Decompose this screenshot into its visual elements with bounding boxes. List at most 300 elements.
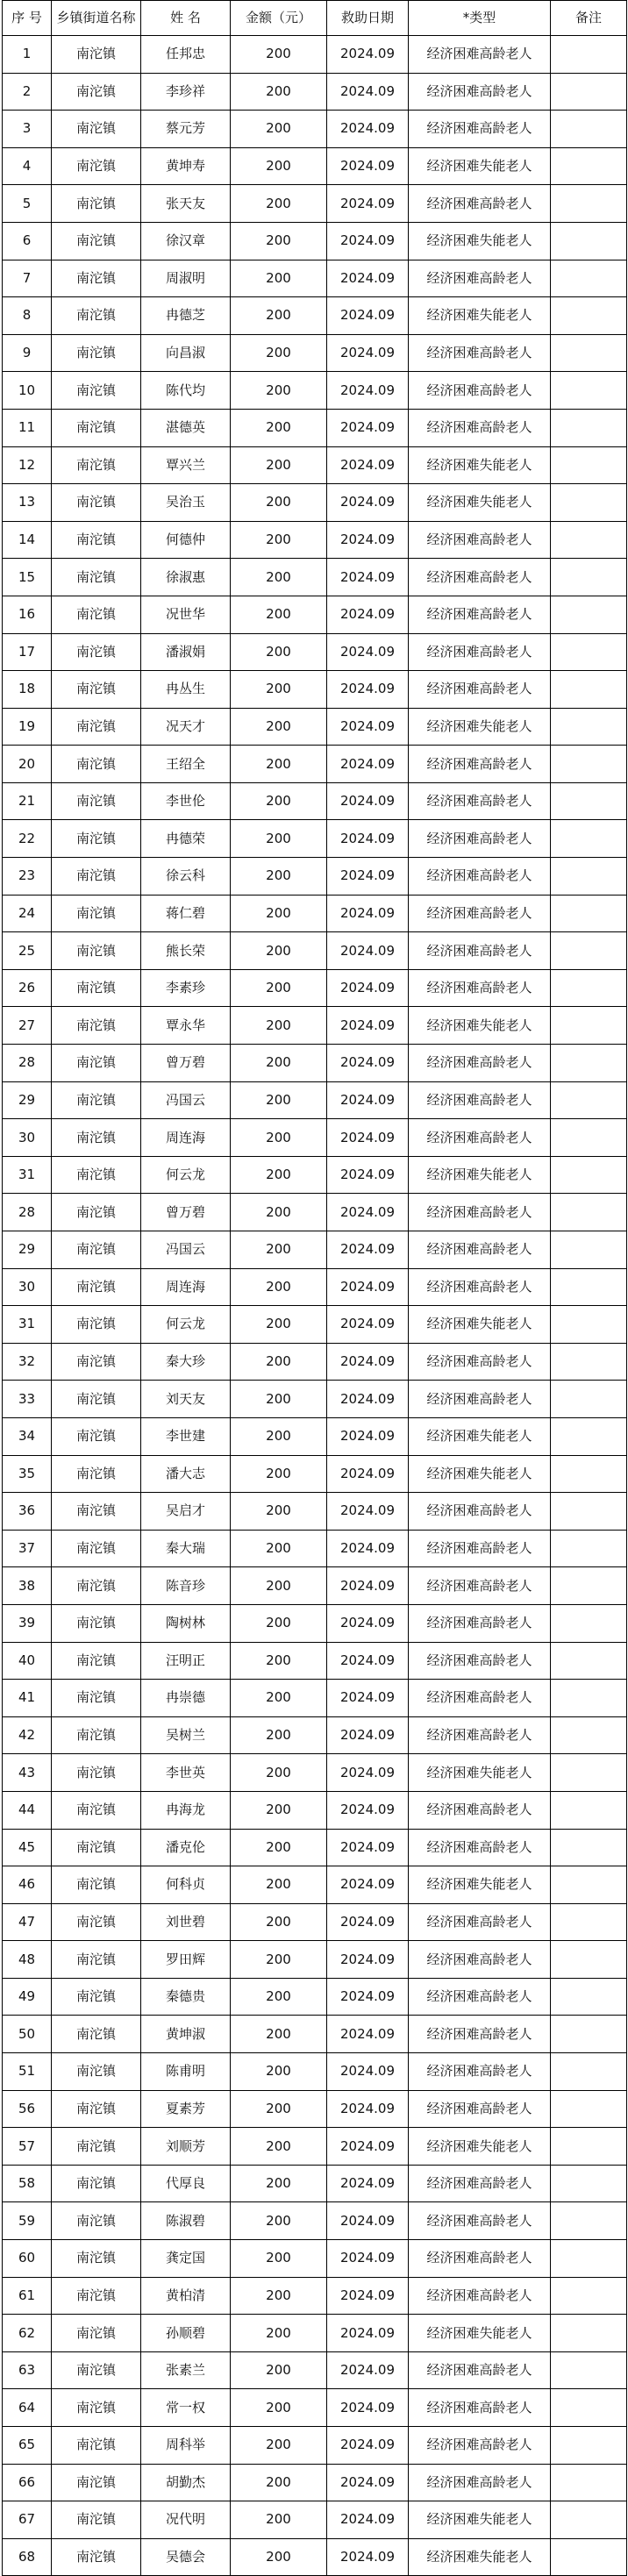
cell-town: 南沱镇 bbox=[52, 1231, 141, 1269]
cell-town: 南沱镇 bbox=[52, 1941, 141, 1979]
table-row bbox=[3, 297, 627, 335]
cell-date: 2024.09 bbox=[327, 1829, 409, 1866]
cell-index: 1 bbox=[3, 36, 52, 74]
cell-note bbox=[551, 2202, 627, 2240]
cell-type: 经济困难高龄老人 bbox=[409, 1680, 551, 1717]
cell-amount: 200 bbox=[231, 521, 327, 559]
cell-note bbox=[551, 1417, 627, 1455]
cell-index: 51 bbox=[3, 2053, 52, 2091]
cell-index: 36 bbox=[3, 1493, 52, 1531]
cell-town: 南沱镇 bbox=[52, 2240, 141, 2278]
cell-note bbox=[551, 1081, 627, 1119]
cell-date: 2024.09 bbox=[327, 820, 409, 858]
cell-note bbox=[551, 260, 627, 297]
cell-type: 经济困难高龄老人 bbox=[409, 1978, 551, 2016]
cell-amount: 200 bbox=[231, 1194, 327, 1231]
table-row bbox=[3, 708, 627, 746]
cell-amount: 200 bbox=[231, 446, 327, 484]
cell-date: 2024.09 bbox=[327, 1567, 409, 1605]
cell-name: 刘天友 bbox=[141, 1381, 231, 1418]
cell-town: 南沱镇 bbox=[52, 782, 141, 820]
table-row bbox=[3, 409, 627, 446]
cell-amount: 200 bbox=[231, 2501, 327, 2539]
cell-type: 经济困难失能老人 bbox=[409, 1306, 551, 1344]
cell-town: 南沱镇 bbox=[52, 1604, 141, 1642]
cell-amount: 200 bbox=[231, 222, 327, 260]
table-row bbox=[3, 1978, 627, 2016]
cell-type: 经济困难失能老人 bbox=[409, 2128, 551, 2166]
cell-name: 吴启才 bbox=[141, 1493, 231, 1531]
cell-town: 南沱镇 bbox=[52, 1417, 141, 1455]
cell-index: 19 bbox=[3, 708, 52, 746]
cell-name: 黄坤淑 bbox=[141, 2016, 231, 2053]
cell-town: 南沱镇 bbox=[52, 1680, 141, 1717]
table-row bbox=[3, 2240, 627, 2278]
cell-note bbox=[551, 1716, 627, 1754]
table-row bbox=[3, 147, 627, 185]
cell-index: 60 bbox=[3, 2240, 52, 2278]
cell-note bbox=[551, 895, 627, 932]
cell-index: 40 bbox=[3, 1642, 52, 1680]
cell-amount: 200 bbox=[231, 596, 327, 633]
cell-type: 经济困难失能老人 bbox=[409, 147, 551, 185]
cell-type: 经济困难失能老人 bbox=[409, 1866, 551, 1904]
cell-date: 2024.09 bbox=[327, 932, 409, 970]
cell-type: 经济困难高龄老人 bbox=[409, 1604, 551, 1642]
cell-town: 南沱镇 bbox=[52, 1791, 141, 1829]
cell-index: 3 bbox=[3, 111, 52, 148]
cell-type: 经济困难高龄老人 bbox=[409, 1081, 551, 1119]
cell-amount: 200 bbox=[231, 2053, 327, 2091]
cell-town: 南沱镇 bbox=[52, 746, 141, 783]
table-row bbox=[3, 746, 627, 783]
cell-index: 12 bbox=[3, 446, 52, 484]
cell-name: 张素兰 bbox=[141, 2351, 231, 2389]
cell-note bbox=[551, 222, 627, 260]
table-row bbox=[3, 2053, 627, 2091]
cell-type: 经济困难失能老人 bbox=[409, 1455, 551, 1493]
cell-type: 经济困难高龄老人 bbox=[409, 1791, 551, 1829]
table-row bbox=[3, 1680, 627, 1717]
cell-type: 经济困难失能老人 bbox=[409, 484, 551, 522]
cell-date: 2024.09 bbox=[327, 2464, 409, 2501]
cell-note bbox=[551, 1231, 627, 1269]
cell-type: 经济困难高龄老人 bbox=[409, 2202, 551, 2240]
cell-type: 经济困难高龄老人 bbox=[409, 596, 551, 633]
cell-date: 2024.09 bbox=[327, 73, 409, 111]
cell-note bbox=[551, 932, 627, 970]
cell-type: 经济困难失能老人 bbox=[409, 446, 551, 484]
cell-note bbox=[551, 1493, 627, 1531]
table-row bbox=[3, 2016, 627, 2053]
cell-index: 59 bbox=[3, 2202, 52, 2240]
cell-date: 2024.09 bbox=[327, 2053, 409, 2091]
cell-town: 南沱镇 bbox=[52, 1268, 141, 1306]
cell-type: 经济困难失能老人 bbox=[409, 1417, 551, 1455]
cell-town: 南沱镇 bbox=[52, 372, 141, 410]
cell-date: 2024.09 bbox=[327, 858, 409, 896]
cell-name: 黄柏清 bbox=[141, 2277, 231, 2315]
table-row bbox=[3, 858, 627, 896]
table-row bbox=[3, 2128, 627, 2166]
cell-name: 覃兴兰 bbox=[141, 446, 231, 484]
cell-name: 蔡元芳 bbox=[141, 111, 231, 148]
cell-index: 42 bbox=[3, 1716, 52, 1754]
cell-amount: 200 bbox=[231, 1642, 327, 1680]
cell-amount: 200 bbox=[231, 1343, 327, 1381]
cell-date: 2024.09 bbox=[327, 1194, 409, 1231]
cell-note bbox=[551, 409, 627, 446]
cell-index: 34 bbox=[3, 1417, 52, 1455]
cell-type: 经济困难高龄老人 bbox=[409, 1343, 551, 1381]
cell-name: 潘淑娟 bbox=[141, 633, 231, 671]
cell-date: 2024.09 bbox=[327, 969, 409, 1007]
cell-name: 汪明正 bbox=[141, 1642, 231, 1680]
cell-date: 2024.09 bbox=[327, 1754, 409, 1792]
cell-amount: 200 bbox=[231, 2016, 327, 2053]
cell-note bbox=[551, 1381, 627, 1418]
cell-note bbox=[551, 1642, 627, 1680]
cell-date: 2024.09 bbox=[327, 746, 409, 783]
cell-date: 2024.09 bbox=[327, 1417, 409, 1455]
cell-type: 经济困难高龄老人 bbox=[409, 2053, 551, 2091]
cell-index: 48 bbox=[3, 1941, 52, 1979]
cell-type: 经济困难失能老人 bbox=[409, 2315, 551, 2352]
cell-name: 秦德贵 bbox=[141, 1978, 231, 2016]
cell-date: 2024.09 bbox=[327, 1493, 409, 1531]
table-row bbox=[3, 260, 627, 297]
cell-type: 经济困难高龄老人 bbox=[409, 1381, 551, 1418]
cell-town: 南沱镇 bbox=[52, 969, 141, 1007]
cell-note bbox=[551, 1680, 627, 1717]
cell-town: 南沱镇 bbox=[52, 1866, 141, 1904]
cell-amount: 200 bbox=[231, 484, 327, 522]
cell-type: 经济困难高龄老人 bbox=[409, 1903, 551, 1941]
table-row bbox=[3, 2165, 627, 2202]
header-index: 序 号 bbox=[3, 1, 52, 36]
cell-amount: 200 bbox=[231, 73, 327, 111]
cell-date: 2024.09 bbox=[327, 1045, 409, 1082]
cell-note bbox=[551, 1903, 627, 1941]
cell-index: 65 bbox=[3, 2427, 52, 2465]
cell-name: 周连海 bbox=[141, 1119, 231, 1157]
cell-date: 2024.09 bbox=[327, 782, 409, 820]
cell-index: 58 bbox=[3, 2165, 52, 2202]
cell-note bbox=[551, 111, 627, 148]
cell-note bbox=[551, 1194, 627, 1231]
cell-amount: 200 bbox=[231, 1268, 327, 1306]
cell-index: 67 bbox=[3, 2501, 52, 2539]
cell-note bbox=[551, 969, 627, 1007]
cell-town: 南沱镇 bbox=[52, 1119, 141, 1157]
cell-note bbox=[551, 1829, 627, 1866]
cell-town: 南沱镇 bbox=[52, 185, 141, 223]
cell-note bbox=[551, 782, 627, 820]
cell-town: 南沱镇 bbox=[52, 1381, 141, 1418]
cell-index: 44 bbox=[3, 1791, 52, 1829]
cell-note bbox=[551, 1567, 627, 1605]
cell-name: 秦大珍 bbox=[141, 1343, 231, 1381]
cell-town: 南沱镇 bbox=[52, 1829, 141, 1866]
cell-date: 2024.09 bbox=[327, 36, 409, 74]
cell-amount: 200 bbox=[231, 708, 327, 746]
cell-note bbox=[551, 2090, 627, 2128]
cell-name: 李世伦 bbox=[141, 782, 231, 820]
cell-town: 南沱镇 bbox=[52, 1530, 141, 1567]
cell-amount: 200 bbox=[231, 2277, 327, 2315]
cell-amount: 200 bbox=[231, 746, 327, 783]
cell-type: 经济困难失能老人 bbox=[409, 1007, 551, 1045]
cell-note bbox=[551, 1530, 627, 1567]
cell-name: 吴德会 bbox=[141, 2538, 231, 2576]
cell-index: 33 bbox=[3, 1381, 52, 1418]
cell-note bbox=[551, 1791, 627, 1829]
cell-type: 经济困难高龄老人 bbox=[409, 895, 551, 932]
cell-note bbox=[551, 2315, 627, 2352]
cell-index: 27 bbox=[3, 1007, 52, 1045]
cell-type: 经济困难高龄老人 bbox=[409, 2165, 551, 2202]
cell-date: 2024.09 bbox=[327, 1642, 409, 1680]
cell-date: 2024.09 bbox=[327, 596, 409, 633]
cell-type: 经济困难高龄老人 bbox=[409, 1268, 551, 1306]
cell-note bbox=[551, 708, 627, 746]
cell-date: 2024.09 bbox=[327, 521, 409, 559]
cell-amount: 200 bbox=[231, 782, 327, 820]
cell-town: 南沱镇 bbox=[52, 858, 141, 896]
cell-date: 2024.09 bbox=[327, 1716, 409, 1754]
cell-name: 刘世碧 bbox=[141, 1903, 231, 1941]
cell-note bbox=[551, 484, 627, 522]
cell-type: 经济困难高龄老人 bbox=[409, 521, 551, 559]
cell-amount: 200 bbox=[231, 1231, 327, 1269]
cell-index: 23 bbox=[3, 858, 52, 896]
cell-date: 2024.09 bbox=[327, 2202, 409, 2240]
cell-amount: 200 bbox=[231, 2464, 327, 2501]
cell-name: 向昌淑 bbox=[141, 334, 231, 372]
table-row bbox=[3, 633, 627, 671]
cell-town: 南沱镇 bbox=[52, 2053, 141, 2091]
header-type: *类型 bbox=[409, 1, 551, 36]
cell-name: 冉崇德 bbox=[141, 1680, 231, 1717]
table-row bbox=[3, 782, 627, 820]
cell-town: 南沱镇 bbox=[52, 1045, 141, 1082]
cell-index: 46 bbox=[3, 1866, 52, 1904]
cell-name: 何云龙 bbox=[141, 1156, 231, 1194]
table-row bbox=[3, 1754, 627, 1792]
cell-type: 经济困难高龄老人 bbox=[409, 782, 551, 820]
table-row bbox=[3, 1268, 627, 1306]
cell-town: 南沱镇 bbox=[52, 2315, 141, 2352]
cell-date: 2024.09 bbox=[327, 1941, 409, 1979]
cell-town: 南沱镇 bbox=[52, 1642, 141, 1680]
cell-name: 冯国云 bbox=[141, 1231, 231, 1269]
cell-date: 2024.09 bbox=[327, 147, 409, 185]
cell-town: 南沱镇 bbox=[52, 260, 141, 297]
cell-name: 李珍祥 bbox=[141, 73, 231, 111]
cell-amount: 200 bbox=[231, 1791, 327, 1829]
table-row bbox=[3, 2090, 627, 2128]
cell-amount: 200 bbox=[231, 1156, 327, 1194]
cell-index: 22 bbox=[3, 820, 52, 858]
cell-date: 2024.09 bbox=[327, 484, 409, 522]
cell-index: 7 bbox=[3, 260, 52, 297]
cell-town: 南沱镇 bbox=[52, 222, 141, 260]
cell-amount: 200 bbox=[231, 1978, 327, 2016]
cell-date: 2024.09 bbox=[327, 2016, 409, 2053]
cell-type: 经济困难高龄老人 bbox=[409, 1493, 551, 1531]
cell-amount: 200 bbox=[231, 1045, 327, 1082]
cell-date: 2024.09 bbox=[327, 1903, 409, 1941]
cell-note bbox=[551, 2389, 627, 2427]
table-row bbox=[3, 1081, 627, 1119]
table-header bbox=[3, 1, 627, 36]
cell-type: 经济困难高龄老人 bbox=[409, 1530, 551, 1567]
cell-note bbox=[551, 2427, 627, 2465]
cell-amount: 200 bbox=[231, 36, 327, 74]
table-row bbox=[3, 1381, 627, 1418]
cell-note bbox=[551, 2277, 627, 2315]
cell-town: 南沱镇 bbox=[52, 895, 141, 932]
table-row bbox=[3, 1156, 627, 1194]
cell-amount: 200 bbox=[231, 2240, 327, 2278]
cell-index: 43 bbox=[3, 1754, 52, 1792]
cell-town: 南沱镇 bbox=[52, 2128, 141, 2166]
cell-index: 63 bbox=[3, 2351, 52, 2389]
cell-index: 31 bbox=[3, 1306, 52, 1344]
cell-name: 胡勤杰 bbox=[141, 2464, 231, 2501]
cell-amount: 200 bbox=[231, 372, 327, 410]
cell-name: 任邦忠 bbox=[141, 36, 231, 74]
cell-type: 经济困难高龄老人 bbox=[409, 2427, 551, 2465]
table-row bbox=[3, 73, 627, 111]
cell-amount: 200 bbox=[231, 2128, 327, 2166]
table-row bbox=[3, 1194, 627, 1231]
cell-note bbox=[551, 2538, 627, 2576]
cell-index: 2 bbox=[3, 73, 52, 111]
cell-index: 21 bbox=[3, 782, 52, 820]
table-row bbox=[3, 596, 627, 633]
cell-type: 经济困难失能老人 bbox=[409, 2538, 551, 2576]
header-row bbox=[3, 1, 627, 36]
cell-amount: 200 bbox=[231, 1306, 327, 1344]
cell-date: 2024.09 bbox=[327, 222, 409, 260]
cell-name: 潘大志 bbox=[141, 1455, 231, 1493]
cell-name: 李世建 bbox=[141, 1417, 231, 1455]
cell-date: 2024.09 bbox=[327, 1343, 409, 1381]
cell-index: 61 bbox=[3, 2277, 52, 2315]
cell-index: 29 bbox=[3, 1081, 52, 1119]
cell-date: 2024.09 bbox=[327, 1119, 409, 1157]
table-row bbox=[3, 2315, 627, 2352]
cell-index: 30 bbox=[3, 1119, 52, 1157]
table-row bbox=[3, 36, 627, 74]
table-row bbox=[3, 372, 627, 410]
cell-name: 况代明 bbox=[141, 2501, 231, 2539]
cell-town: 南沱镇 bbox=[52, 1081, 141, 1119]
cell-index: 28 bbox=[3, 1194, 52, 1231]
cell-note bbox=[551, 521, 627, 559]
cell-index: 14 bbox=[3, 521, 52, 559]
cell-amount: 200 bbox=[231, 1604, 327, 1642]
cell-index: 20 bbox=[3, 746, 52, 783]
cell-amount: 200 bbox=[231, 111, 327, 148]
cell-date: 2024.09 bbox=[327, 633, 409, 671]
cell-town: 南沱镇 bbox=[52, 2202, 141, 2240]
cell-index: 28 bbox=[3, 1045, 52, 1082]
table-row bbox=[3, 1306, 627, 1344]
cell-index: 17 bbox=[3, 633, 52, 671]
cell-amount: 200 bbox=[231, 932, 327, 970]
cell-date: 2024.09 bbox=[327, 895, 409, 932]
cell-town: 南沱镇 bbox=[52, 1194, 141, 1231]
cell-town: 南沱镇 bbox=[52, 633, 141, 671]
cell-type: 经济困难高龄老人 bbox=[409, 1194, 551, 1231]
cell-type: 经济困难失能老人 bbox=[409, 1156, 551, 1194]
cell-date: 2024.09 bbox=[327, 671, 409, 709]
cell-index: 68 bbox=[3, 2538, 52, 2576]
cell-date: 2024.09 bbox=[327, 1231, 409, 1269]
cell-index: 16 bbox=[3, 596, 52, 633]
cell-date: 2024.09 bbox=[327, 1455, 409, 1493]
table-row bbox=[3, 1455, 627, 1493]
cell-town: 南沱镇 bbox=[52, 1567, 141, 1605]
cell-town: 南沱镇 bbox=[52, 596, 141, 633]
cell-name: 常一权 bbox=[141, 2389, 231, 2427]
cell-date: 2024.09 bbox=[327, 1381, 409, 1418]
cell-name: 周淑明 bbox=[141, 260, 231, 297]
cell-date: 2024.09 bbox=[327, 1268, 409, 1306]
header-note: 备注 bbox=[551, 1, 627, 36]
cell-type: 经济困难高龄老人 bbox=[409, 746, 551, 783]
cell-date: 2024.09 bbox=[327, 2501, 409, 2539]
table-body bbox=[3, 36, 627, 2576]
cell-type: 经济困难高龄老人 bbox=[409, 372, 551, 410]
cell-type: 经济困难高龄老人 bbox=[409, 36, 551, 74]
cell-name: 王绍全 bbox=[141, 746, 231, 783]
cell-amount: 200 bbox=[231, 820, 327, 858]
cell-town: 南沱镇 bbox=[52, 484, 141, 522]
table-row bbox=[3, 1903, 627, 1941]
cell-index: 32 bbox=[3, 1343, 52, 1381]
cell-date: 2024.09 bbox=[327, 2240, 409, 2278]
cell-amount: 200 bbox=[231, 1829, 327, 1866]
cell-name: 秦大瑞 bbox=[141, 1530, 231, 1567]
cell-town: 南沱镇 bbox=[52, 2277, 141, 2315]
cell-town: 南沱镇 bbox=[52, 1754, 141, 1792]
cell-note bbox=[551, 1754, 627, 1792]
cell-amount: 200 bbox=[231, 334, 327, 372]
cell-town: 南沱镇 bbox=[52, 2464, 141, 2501]
cell-amount: 200 bbox=[231, 671, 327, 709]
cell-amount: 200 bbox=[231, 1716, 327, 1754]
cell-town: 南沱镇 bbox=[52, 2090, 141, 2128]
table-row bbox=[3, 895, 627, 932]
cell-note bbox=[551, 746, 627, 783]
cell-type: 经济困难失能老人 bbox=[409, 222, 551, 260]
cell-name: 况天才 bbox=[141, 708, 231, 746]
cell-note bbox=[551, 36, 627, 74]
cell-note bbox=[551, 2016, 627, 2053]
cell-index: 64 bbox=[3, 2389, 52, 2427]
cell-note bbox=[551, 147, 627, 185]
table-row bbox=[3, 185, 627, 223]
cell-date: 2024.09 bbox=[327, 334, 409, 372]
cell-note bbox=[551, 559, 627, 596]
cell-note bbox=[551, 2128, 627, 2166]
cell-name: 黄坤寿 bbox=[141, 147, 231, 185]
cell-type: 经济困难高龄老人 bbox=[409, 2277, 551, 2315]
cell-note bbox=[551, 2501, 627, 2539]
